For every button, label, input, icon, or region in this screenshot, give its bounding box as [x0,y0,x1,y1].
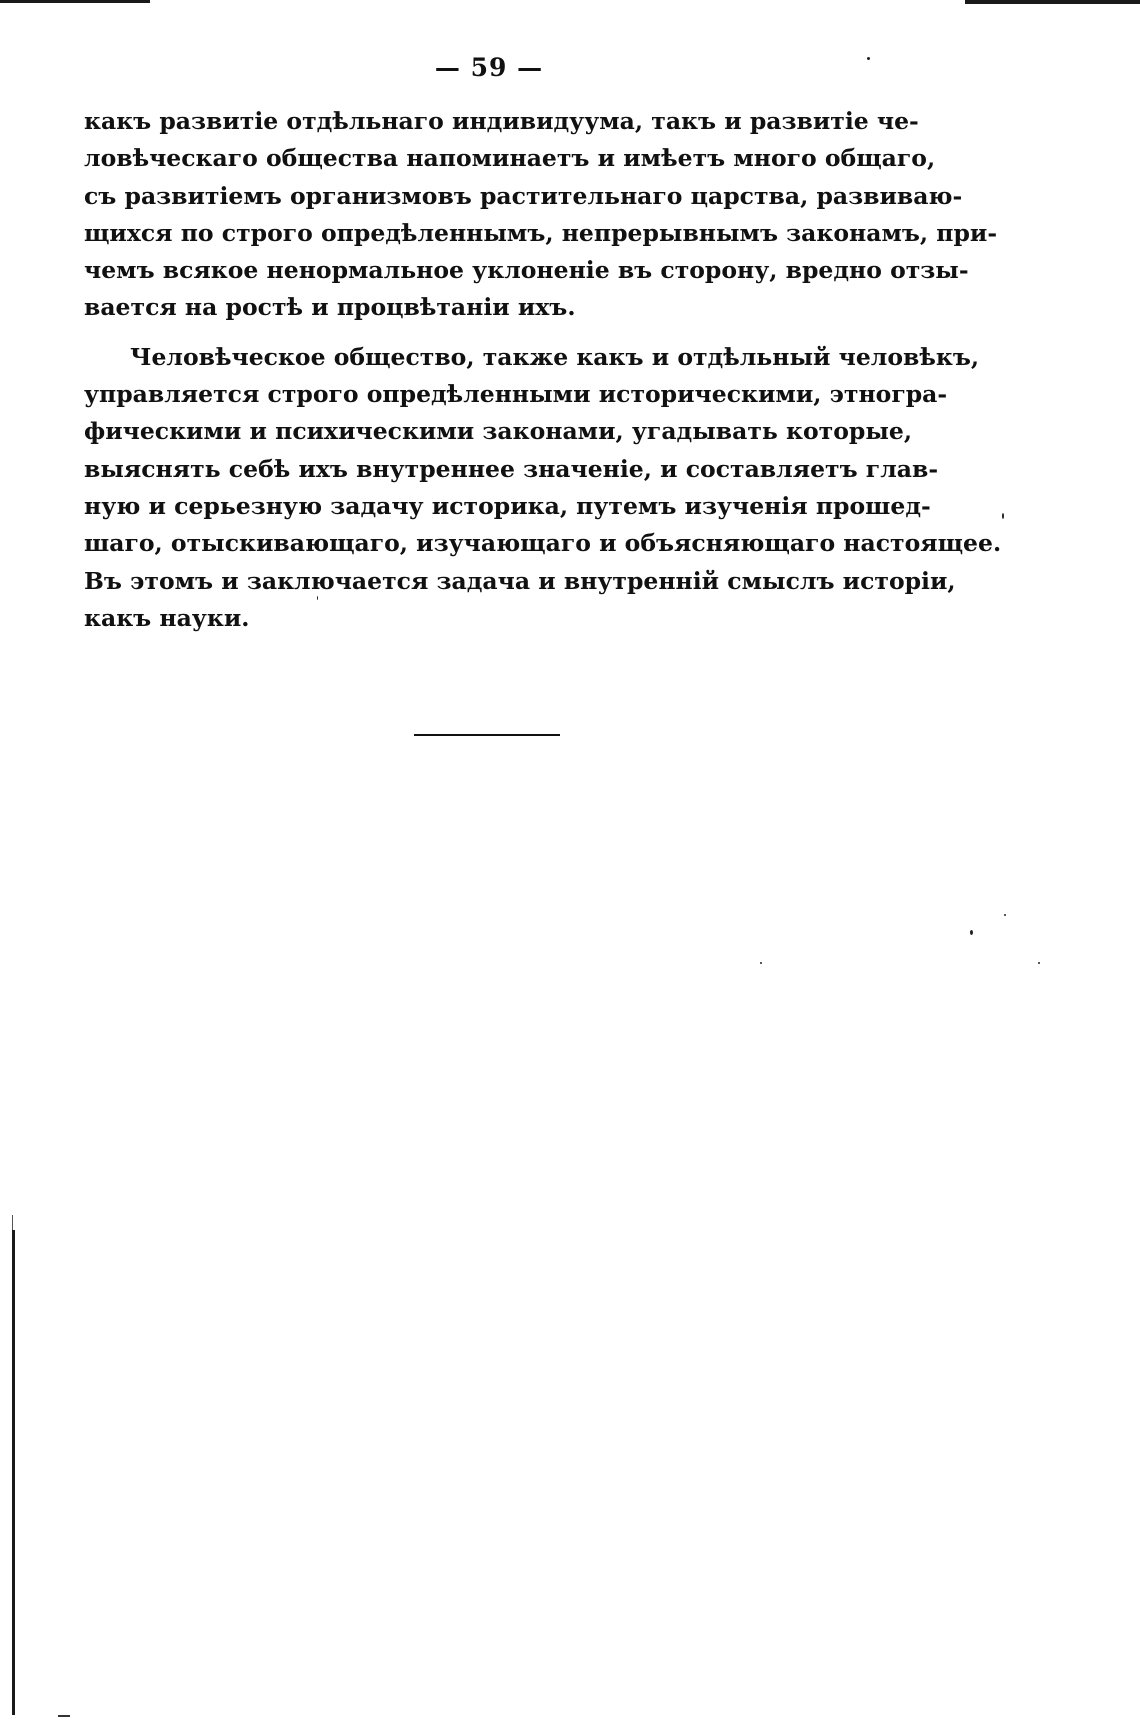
text-line: чемъ всякое ненормальное уклоненіе въ сторону, вредно отзы- [84,256,969,285]
text-line: ловѣческаго общества напоминаетъ и имѣетъ много общаго, [84,144,936,173]
text-line: Человѣческое общество, также какъ и отдѣльный человѣкъ, [130,342,980,371]
text-line: ную и серьезную задачу историка, путемъ изученія прошед- [84,491,931,520]
page-number: — 59 — [434,53,544,82]
text-line: выяснять себѣ ихъ внутреннее значеніе, и составляетъ глав- [84,454,939,483]
scan-speck [1038,962,1040,964]
scan-mark-bottom [58,1715,70,1717]
scan-edge-top-right [965,0,1140,4]
text-line: управляется строго опредѣленными историческими, этногра- [84,380,948,409]
text-line: щихся по строго опредѣленнымъ, непрерывнымъ законамъ, при- [84,218,998,247]
text-line: какъ науки. [84,603,250,632]
text-line: шаго, отыскивающаго, изучающаго и объясняющаго настоящее. [84,529,1002,558]
scan-speck [1002,513,1004,519]
text-line: какъ развитіе отдѣльнаго индивидуума, такъ и развитіе че- [84,107,919,135]
scan-speck [1004,914,1006,916]
paragraph-2 [84,339,1002,637]
paragraph-1 [84,103,998,327]
text-line: вается на ростѣ и процвѣтаніи ихъ. [84,293,576,322]
scan-edge-left [12,1230,15,1715]
main-text [84,103,1002,637]
section-end-rule [414,734,560,736]
text-line: Въ этомъ и заключается задача и внутренній смыслъ исторіи, [84,566,956,595]
text-line: съ развитіемъ организмовъ растительнаго царства, развиваю- [84,181,963,210]
scan-edge-top-left [0,0,150,3]
scan-speck [970,930,973,935]
paragraph-gap [84,327,896,339]
text-line: фическими и психическими законами, угадывать которые, [84,417,913,446]
scan-speck [760,962,762,964]
